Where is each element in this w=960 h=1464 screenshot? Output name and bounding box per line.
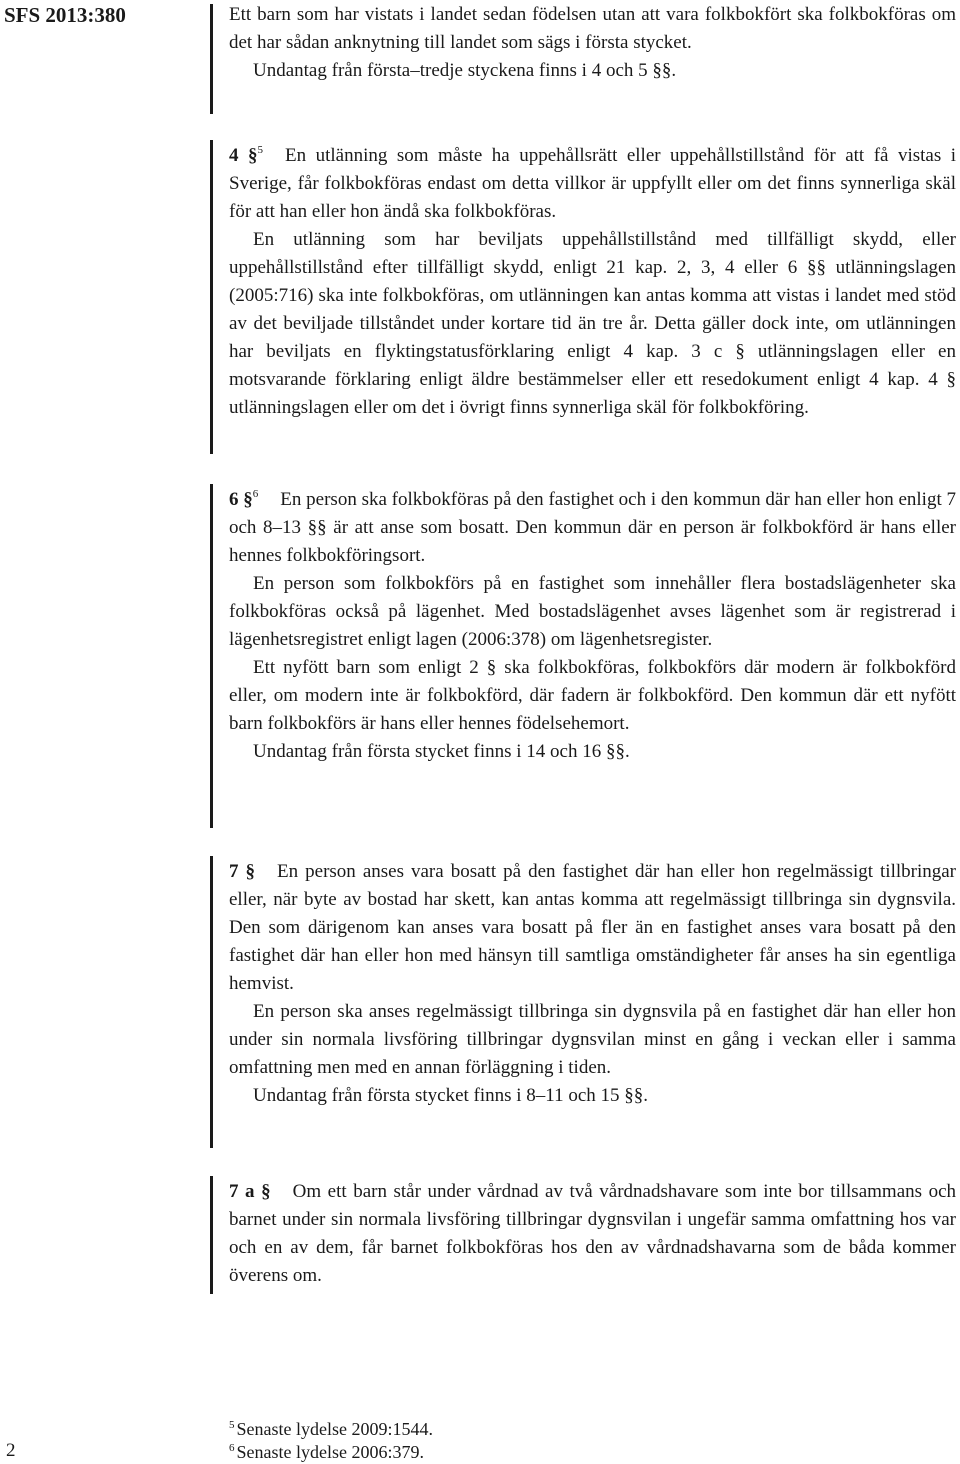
- section-intro: [229, 1, 956, 85]
- footnote-ref: 6: [252, 488, 259, 500]
- paragraph: Om ett barn står under vårdnad av två vårdnadshavare som inte bor tillsammans och barnet under sin normala livsföring tillbringar dygnsvilan i ungefär samma omfattning hos var och en av dem, får barnet folkbokföras hos den av vårdnadshavarna som de båda kommer överens om.: [229, 1181, 957, 1286]
- section-number: 6 §$^6$: [229, 488, 259, 510]
- section-7: [229, 858, 956, 1110]
- section-number: 7 §: [229, 861, 256, 882]
- paragraph: En person anses vara bosatt på den fastighet där han eller hon regelmässigt tillbringar eller, när byte av bostad har skett, kan antas komma att regelmässigt tillbringa sin dygnsvila. Den som därigenom kan anses vara bosatt på fler än en fastighet anses vara bosatt på den fastighet där han eller hon med hänsyn till samtliga omständigheter får anses ha sin egentliga hemvist.: [229, 861, 957, 994]
- footnote-ref: 5: [257, 144, 263, 156]
- change-bar: [210, 1176, 213, 1294]
- paragraph: En person som folkbokförs på en fastighet som innehåller flera bostadslägenheter ska folkbokföras också på lägenhet. Med bostadslägenhet avses lägenhet som är registrerad i lägenhetsregistret enligt lagen (2006:378) om lägenhetsregister.: [229, 573, 956, 650]
- paragraph: Undantag från första stycket finns i 8–11 och 15 §§.: [253, 1085, 649, 1106]
- change-bar: [210, 484, 213, 828]
- change-bar: [210, 856, 213, 1148]
- paragraph: Undantag från första–tredje styckena finns i 4 och 5 §§.: [253, 60, 677, 81]
- change-bar: [210, 140, 213, 454]
- footnote: $^5$ Senaste lydelse 2009:1544.: [229, 1419, 433, 1439]
- footnote: $^6$ Senaste lydelse 2006:379.: [229, 1442, 424, 1462]
- paragraph: En person ska anses regelmässigt tillbringa sin dygnsvila på en fastighet där han eller hon under sin normala livsföring tillbringar dygnsvilan minst en gång i veckan eller i samma omfattning men med en annan förläggning i tiden.: [229, 1001, 956, 1078]
- paragraph: En utlänning som måste ha uppehållsrätt eller uppehållstillstånd för att få vistas i Sverige, får folkbokföras endast om detta villkor är uppfyllt eller om det finns synnerliga skäl för att han eller hon ändå ska folkbokföras.: [229, 145, 956, 222]
- page-number: 2: [6, 1440, 16, 1461]
- paragraph: Ett nyfött barn som enligt 2 § ska folkbokföras, folkbokförs där modern är folkbokförd eller, om modern inte är folkbokförd, där fadern är folkbokförd. Den kommun där ett nyfött barn folkbokförs är hans eller hennes födelsehemort.: [229, 657, 956, 734]
- footnotes: [229, 1418, 433, 1464]
- paragraph: En utlänning som har beviljats uppehållstillstånd med tillfälligt skydd, eller uppehållstillstånd efter tillfälligt skydd, enligt 21 kap. 2, 3, 4 eller 6 §§ utlänningslagen (2005:716) ska inte folkbokföras, om utlänningen kan antas komma att vistas i landet med stöd av det beviljade tillståndet under kortare tid än tre år. Detta gäller dock inte, om utlänningen har beviljats en flyktingstatusförklaring enligt 4 kap. 3 c § utlänningslagen eller en motsvarande förklaring enligt äldre bestämmelser eller ett resedokument enligt 4 kap. 4 § utlänningslagen eller om det i övrigt finns synnerliga skäl för folkbokföring.: [229, 229, 956, 418]
- section-7a: [229, 1178, 956, 1290]
- section-number: 7 a §: [229, 1181, 271, 1202]
- section-4: [229, 142, 956, 422]
- section-number: 4 §$^5$: [229, 144, 263, 166]
- paragraph: En person ska folkbokföras på den fastighet och i den kommun där han eller hon enligt 7 och 8–13 §§ är att anse som bosatt. Den kommun där en person är folkbokförd är hans eller hennes folkbokföringsort.: [229, 489, 957, 566]
- section-6: [229, 486, 956, 766]
- paragraph: Ett barn som har vistats i landet sedan födelsen utan att vara folkbokfört ska folkbokföras om det har sådan anknytning till landet som sägs i första stycket.: [229, 4, 956, 53]
- change-bar: [210, 4, 213, 114]
- sfs-number: SFS 2013:380: [4, 3, 126, 27]
- paragraph: Undantag från första stycket finns i 14 och 16 §§.: [253, 741, 630, 762]
